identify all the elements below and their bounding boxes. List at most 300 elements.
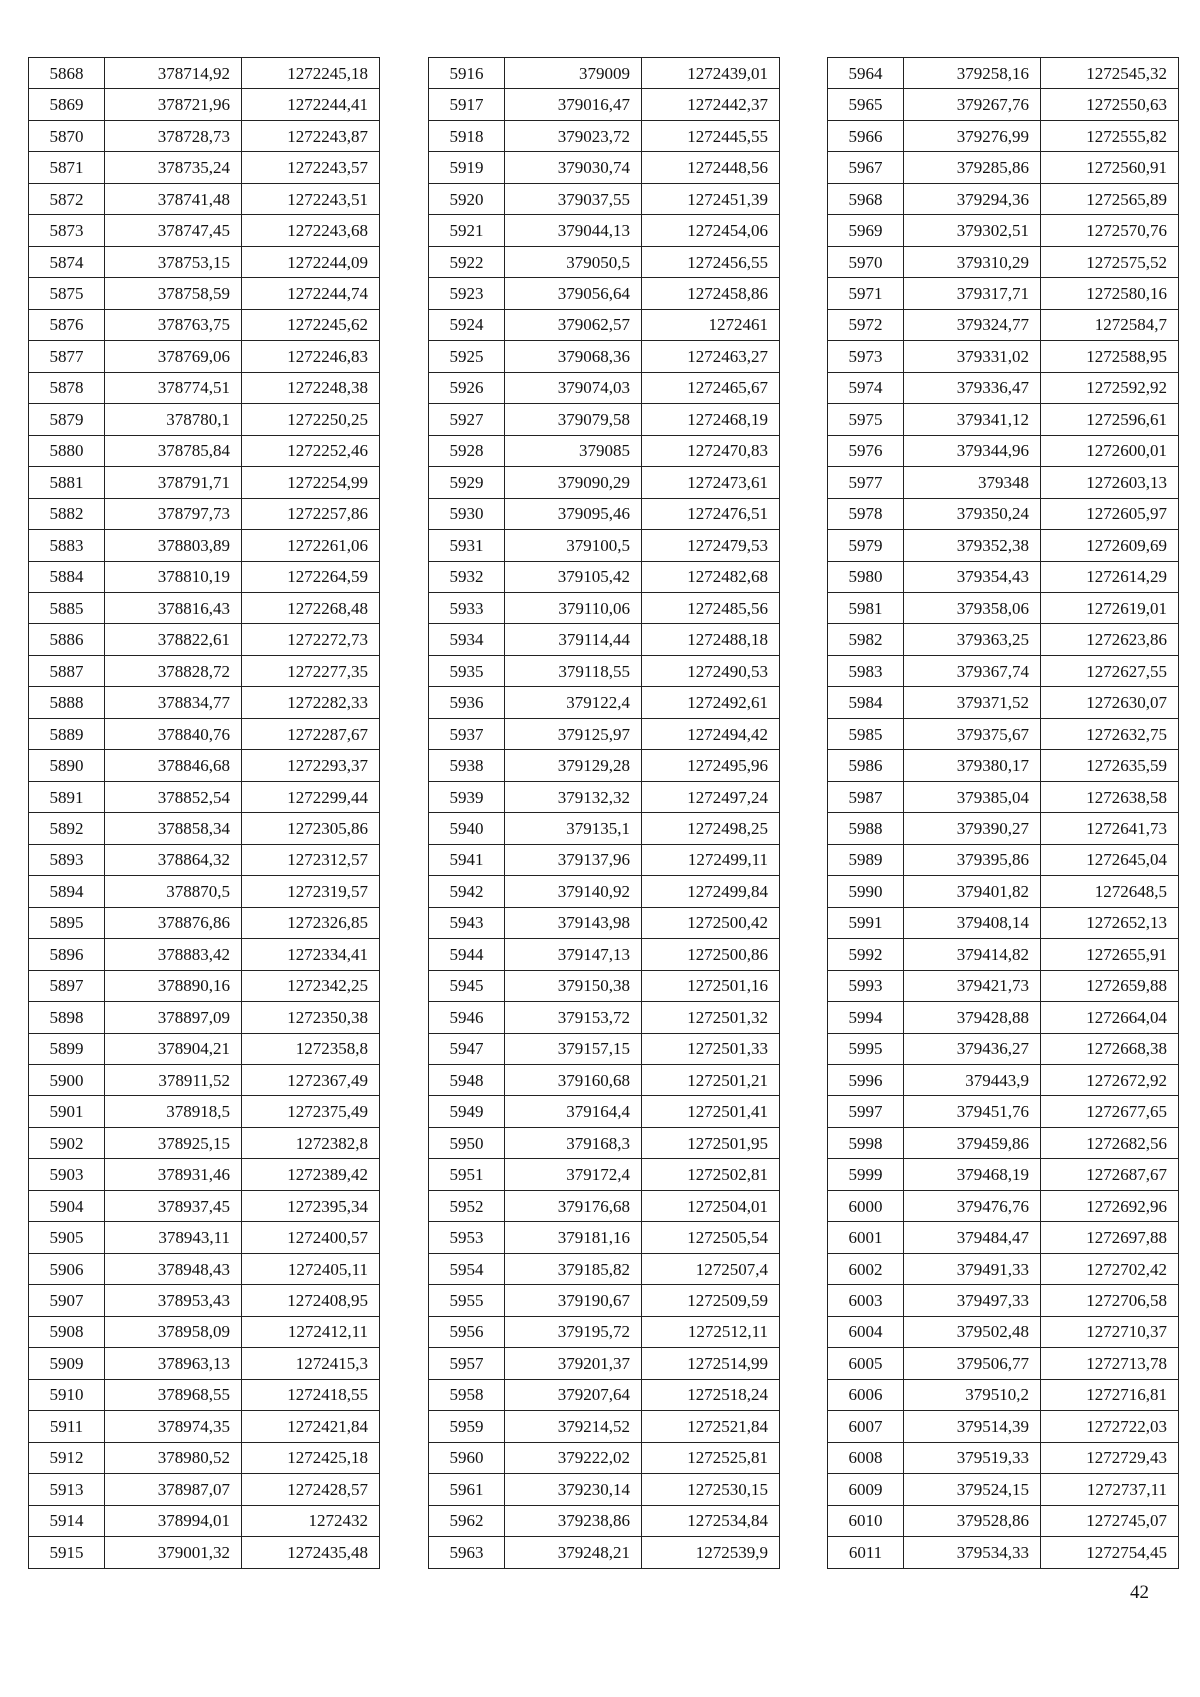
table-row <box>828 498 1179 529</box>
y-coordinate-cell: 1272282,33 <box>242 687 380 718</box>
x-coordinate-cell: 379230,14 <box>505 1474 642 1505</box>
x-coordinate-cell: 379195,72 <box>505 1316 642 1347</box>
y-coordinate-cell: 1272448,56 <box>642 152 780 183</box>
table-row <box>429 876 780 907</box>
x-coordinate-cell: 378774,51 <box>105 372 242 403</box>
x-coordinate-cell: 379190,67 <box>505 1285 642 1316</box>
table-row <box>29 89 380 120</box>
y-coordinate-cell: 1272501,41 <box>642 1096 780 1127</box>
y-coordinate-cell: 1272501,33 <box>642 1033 780 1064</box>
x-coordinate-cell: 379181,16 <box>505 1222 642 1253</box>
y-coordinate-cell: 1272405,11 <box>242 1253 380 1284</box>
point-number-cell: 5997 <box>828 1096 904 1127</box>
point-number-cell: 5908 <box>29 1316 105 1347</box>
y-coordinate-cell: 1272659,88 <box>1041 970 1179 1001</box>
point-number-cell: 5976 <box>828 435 904 466</box>
table-row <box>29 309 380 340</box>
point-number-cell: 6008 <box>828 1442 904 1473</box>
coordinate-table-2 <box>428 57 780 1569</box>
x-coordinate-cell: 378904,21 <box>105 1033 242 1064</box>
x-coordinate-cell: 379153,72 <box>505 1002 642 1033</box>
table-row <box>429 592 780 623</box>
point-number-cell: 5899 <box>29 1033 105 1064</box>
point-number-cell: 5881 <box>29 467 105 498</box>
x-coordinate-cell: 379408,14 <box>904 907 1041 938</box>
table-row <box>29 655 380 686</box>
y-coordinate-cell: 1272627,55 <box>1041 655 1179 686</box>
point-number-cell: 5917 <box>429 89 505 120</box>
point-number-cell: 5892 <box>29 813 105 844</box>
x-coordinate-cell: 379214,52 <box>505 1411 642 1442</box>
table-row <box>429 246 780 277</box>
table-row <box>828 939 1179 970</box>
coordinate-table-1 <box>28 57 380 1569</box>
point-number-cell: 5924 <box>429 309 505 340</box>
x-coordinate-cell: 379524,15 <box>904 1474 1041 1505</box>
x-coordinate-cell: 378852,54 <box>105 781 242 812</box>
table-row <box>29 435 380 466</box>
point-number-cell: 5994 <box>828 1002 904 1033</box>
y-coordinate-cell: 1272570,76 <box>1041 215 1179 246</box>
point-number-cell: 5964 <box>828 58 904 89</box>
y-coordinate-cell: 1272641,73 <box>1041 813 1179 844</box>
table-row <box>429 1285 780 1316</box>
table-row <box>429 687 780 718</box>
x-coordinate-cell: 379129,28 <box>505 750 642 781</box>
point-number-cell: 5944 <box>429 939 505 970</box>
table-row <box>29 58 380 89</box>
table-row <box>429 655 780 686</box>
y-coordinate-cell: 1272713,78 <box>1041 1348 1179 1379</box>
table-row <box>29 1442 380 1473</box>
y-coordinate-cell: 1272421,84 <box>242 1411 380 1442</box>
y-coordinate-cell: 1272580,16 <box>1041 278 1179 309</box>
point-number-cell: 5979 <box>828 530 904 561</box>
y-coordinate-cell: 1272367,49 <box>242 1065 380 1096</box>
x-coordinate-cell: 379350,24 <box>904 498 1041 529</box>
y-coordinate-cell: 1272312,57 <box>242 844 380 875</box>
x-coordinate-cell: 379090,29 <box>505 467 642 498</box>
point-number-cell: 5926 <box>429 372 505 403</box>
y-coordinate-cell: 1272456,55 <box>642 246 780 277</box>
table-row <box>828 624 1179 655</box>
y-coordinate-cell: 1272245,62 <box>242 309 380 340</box>
table-row <box>29 1222 380 1253</box>
table-row <box>828 1190 1179 1221</box>
y-coordinate-cell: 1272243,68 <box>242 215 380 246</box>
table-row <box>828 404 1179 435</box>
y-coordinate-cell: 1272672,92 <box>1041 1065 1179 1096</box>
point-number-cell: 5871 <box>29 152 105 183</box>
point-number-cell: 5969 <box>828 215 904 246</box>
point-number-cell: 5906 <box>29 1253 105 1284</box>
table-row <box>29 1065 380 1096</box>
point-number-cell: 5889 <box>29 718 105 749</box>
y-coordinate-cell: 1272710,37 <box>1041 1316 1179 1347</box>
x-coordinate-cell: 379421,73 <box>904 970 1041 1001</box>
x-coordinate-cell: 379118,55 <box>505 655 642 686</box>
x-coordinate-cell: 379371,52 <box>904 687 1041 718</box>
point-number-cell: 5915 <box>29 1537 105 1568</box>
x-coordinate-cell: 378858,34 <box>105 813 242 844</box>
page-number: 42 <box>1130 1582 1149 1603</box>
y-coordinate-cell: 1272539,9 <box>642 1537 780 1568</box>
table-row <box>429 372 780 403</box>
x-coordinate-cell: 378735,24 <box>105 152 242 183</box>
x-coordinate-cell: 378974,35 <box>105 1411 242 1442</box>
table-row <box>828 120 1179 151</box>
x-coordinate-cell: 379248,21 <box>505 1537 642 1568</box>
x-coordinate-cell: 378753,15 <box>105 246 242 277</box>
table-row <box>429 750 780 781</box>
table-row <box>29 718 380 749</box>
x-coordinate-cell: 378780,1 <box>105 404 242 435</box>
x-coordinate-cell: 378937,45 <box>105 1190 242 1221</box>
y-coordinate-cell: 1272530,15 <box>642 1474 780 1505</box>
y-coordinate-cell: 1272408,95 <box>242 1285 380 1316</box>
x-coordinate-cell: 379294,36 <box>904 183 1041 214</box>
point-number-cell: 5999 <box>828 1159 904 1190</box>
x-coordinate-cell: 379367,74 <box>904 655 1041 686</box>
y-coordinate-cell: 1272518,24 <box>642 1379 780 1410</box>
y-coordinate-cell: 1272722,03 <box>1041 1411 1179 1442</box>
y-coordinate-cell: 1272244,09 <box>242 246 380 277</box>
x-coordinate-cell: 379122,4 <box>505 687 642 718</box>
x-coordinate-cell: 379443,9 <box>904 1065 1041 1096</box>
x-coordinate-cell: 378769,06 <box>105 341 242 372</box>
point-number-cell: 6009 <box>828 1474 904 1505</box>
point-number-cell: 5947 <box>429 1033 505 1064</box>
x-coordinate-cell: 379050,5 <box>505 246 642 277</box>
y-coordinate-cell: 1272534,84 <box>642 1505 780 1536</box>
table-row <box>29 152 380 183</box>
x-coordinate-cell: 379114,44 <box>505 624 642 655</box>
table-row <box>828 435 1179 466</box>
table-row <box>429 309 780 340</box>
point-number-cell: 5877 <box>29 341 105 372</box>
y-coordinate-cell: 1272603,13 <box>1041 467 1179 498</box>
point-number-cell: 5935 <box>429 655 505 686</box>
x-coordinate-cell: 379095,46 <box>505 498 642 529</box>
x-coordinate-cell: 379068,36 <box>505 341 642 372</box>
x-coordinate-cell: 379201,37 <box>505 1348 642 1379</box>
point-number-cell: 5957 <box>429 1348 505 1379</box>
table-row <box>429 1253 780 1284</box>
point-number-cell: 5967 <box>828 152 904 183</box>
x-coordinate-cell: 379285,86 <box>904 152 1041 183</box>
x-coordinate-cell: 378994,01 <box>105 1505 242 1536</box>
y-coordinate-cell: 1272555,82 <box>1041 120 1179 151</box>
x-coordinate-cell: 379358,06 <box>904 592 1041 623</box>
point-number-cell: 5955 <box>429 1285 505 1316</box>
table-row <box>29 1002 380 1033</box>
table-row <box>29 813 380 844</box>
x-coordinate-cell: 379428,88 <box>904 1002 1041 1033</box>
x-coordinate-cell: 378810,19 <box>105 561 242 592</box>
y-coordinate-cell: 1272415,3 <box>242 1348 380 1379</box>
table-row <box>828 1159 1179 1190</box>
point-number-cell: 5887 <box>29 655 105 686</box>
x-coordinate-cell: 378958,09 <box>105 1316 242 1347</box>
y-coordinate-cell: 1272470,83 <box>642 435 780 466</box>
x-coordinate-cell: 378948,43 <box>105 1253 242 1284</box>
table-row <box>29 215 380 246</box>
point-number-cell: 5993 <box>828 970 904 1001</box>
table-row <box>429 1348 780 1379</box>
x-coordinate-cell: 378897,09 <box>105 1002 242 1033</box>
table-row <box>828 1348 1179 1379</box>
x-coordinate-cell: 379395,86 <box>904 844 1041 875</box>
x-coordinate-cell: 379062,57 <box>505 309 642 340</box>
y-coordinate-cell: 1272501,95 <box>642 1127 780 1158</box>
table-row <box>429 907 780 938</box>
point-number-cell: 5990 <box>828 876 904 907</box>
table-row <box>29 687 380 718</box>
point-number-cell: 5974 <box>828 372 904 403</box>
point-number-cell: 5912 <box>29 1442 105 1473</box>
x-coordinate-cell: 379132,32 <box>505 781 642 812</box>
x-coordinate-cell: 378864,32 <box>105 844 242 875</box>
point-number-cell: 5989 <box>828 844 904 875</box>
x-coordinate-cell: 379168,3 <box>505 1127 642 1158</box>
point-number-cell: 5965 <box>828 89 904 120</box>
table-row <box>429 152 780 183</box>
point-number-cell: 5983 <box>828 655 904 686</box>
table-row <box>429 404 780 435</box>
table-row <box>429 1411 780 1442</box>
y-coordinate-cell: 1272605,97 <box>1041 498 1179 529</box>
table-row <box>828 1222 1179 1253</box>
x-coordinate-cell: 379528,86 <box>904 1505 1041 1536</box>
table-row <box>828 215 1179 246</box>
table-row <box>429 1002 780 1033</box>
point-number-cell: 5922 <box>429 246 505 277</box>
point-number-cell: 5982 <box>828 624 904 655</box>
point-number-cell: 6000 <box>828 1190 904 1221</box>
table-row <box>828 1505 1179 1536</box>
point-number-cell: 5953 <box>429 1222 505 1253</box>
y-coordinate-cell: 1272501,32 <box>642 1002 780 1033</box>
x-coordinate-cell: 378890,16 <box>105 970 242 1001</box>
point-number-cell: 5987 <box>828 781 904 812</box>
table-row <box>429 1316 780 1347</box>
table-row <box>429 844 780 875</box>
table-row <box>828 372 1179 403</box>
point-number-cell: 5998 <box>828 1127 904 1158</box>
y-coordinate-cell: 1272488,18 <box>642 624 780 655</box>
x-coordinate-cell: 379484,47 <box>904 1222 1041 1253</box>
table-row <box>828 844 1179 875</box>
y-coordinate-cell: 1272246,83 <box>242 341 380 372</box>
x-coordinate-cell: 379519,33 <box>904 1442 1041 1473</box>
table-row <box>828 58 1179 89</box>
x-coordinate-cell: 379056,64 <box>505 278 642 309</box>
y-coordinate-cell: 1272645,04 <box>1041 844 1179 875</box>
table-row <box>828 781 1179 812</box>
y-coordinate-cell: 1272252,46 <box>242 435 380 466</box>
point-number-cell: 5898 <box>29 1002 105 1033</box>
y-coordinate-cell: 1272442,37 <box>642 89 780 120</box>
table-row <box>29 844 380 875</box>
table-row <box>828 561 1179 592</box>
point-number-cell: 5952 <box>429 1190 505 1221</box>
point-number-cell: 5981 <box>828 592 904 623</box>
table-row <box>429 970 780 1001</box>
x-coordinate-cell: 378816,43 <box>105 592 242 623</box>
y-coordinate-cell: 1272652,13 <box>1041 907 1179 938</box>
x-coordinate-cell: 379514,39 <box>904 1411 1041 1442</box>
x-coordinate-cell: 379222,02 <box>505 1442 642 1473</box>
x-coordinate-cell: 379497,33 <box>904 1285 1041 1316</box>
table-row <box>828 687 1179 718</box>
table-row <box>828 341 1179 372</box>
table-row <box>429 1505 780 1536</box>
x-coordinate-cell: 379150,38 <box>505 970 642 1001</box>
x-coordinate-cell: 378828,72 <box>105 655 242 686</box>
table-row <box>429 1537 780 1568</box>
point-number-cell: 6010 <box>828 1505 904 1536</box>
table-row <box>828 183 1179 214</box>
point-number-cell: 6001 <box>828 1222 904 1253</box>
x-coordinate-cell: 379110,06 <box>505 592 642 623</box>
table-row <box>429 215 780 246</box>
table-row <box>429 58 780 89</box>
x-coordinate-cell: 379534,33 <box>904 1537 1041 1568</box>
table-row <box>429 781 780 812</box>
table-row <box>29 1474 380 1505</box>
point-number-cell: 5938 <box>429 750 505 781</box>
point-number-cell: 5970 <box>828 246 904 277</box>
y-coordinate-cell: 1272490,53 <box>642 655 780 686</box>
y-coordinate-cell: 1272588,95 <box>1041 341 1179 372</box>
table-row <box>429 341 780 372</box>
x-coordinate-cell: 379100,5 <box>505 530 642 561</box>
y-coordinate-cell: 1272245,18 <box>242 58 380 89</box>
y-coordinate-cell: 1272250,25 <box>242 404 380 435</box>
point-number-cell: 5905 <box>29 1222 105 1253</box>
coordinate-table-1-body <box>29 58 380 1569</box>
x-coordinate-cell: 379414,82 <box>904 939 1041 970</box>
point-number-cell: 6007 <box>828 1411 904 1442</box>
table-row <box>29 1537 380 1568</box>
point-number-cell: 5893 <box>29 844 105 875</box>
y-coordinate-cell: 1272499,11 <box>642 844 780 875</box>
x-coordinate-cell: 379451,76 <box>904 1096 1041 1127</box>
y-coordinate-cell: 1272550,63 <box>1041 89 1179 120</box>
point-number-cell: 5875 <box>29 278 105 309</box>
table-row <box>29 1127 380 1158</box>
x-coordinate-cell: 378943,11 <box>105 1222 242 1253</box>
table-row <box>429 278 780 309</box>
point-number-cell: 6006 <box>828 1379 904 1410</box>
x-coordinate-cell: 379468,19 <box>904 1159 1041 1190</box>
table-row <box>29 404 380 435</box>
table-row <box>828 813 1179 844</box>
point-number-cell: 5949 <box>429 1096 505 1127</box>
y-coordinate-cell: 1272485,56 <box>642 592 780 623</box>
table-row <box>29 781 380 812</box>
point-number-cell: 6011 <box>828 1537 904 1568</box>
point-number-cell: 5923 <box>429 278 505 309</box>
x-coordinate-cell: 379502,48 <box>904 1316 1041 1347</box>
table-row <box>429 467 780 498</box>
y-coordinate-cell: 1272630,07 <box>1041 687 1179 718</box>
point-number-cell: 5868 <box>29 58 105 89</box>
table-row <box>429 530 780 561</box>
table-row <box>29 1316 380 1347</box>
x-coordinate-cell: 379390,27 <box>904 813 1041 844</box>
y-coordinate-cell: 1272560,91 <box>1041 152 1179 183</box>
y-coordinate-cell: 1272504,01 <box>642 1190 780 1221</box>
point-number-cell: 5918 <box>429 120 505 151</box>
point-number-cell: 5895 <box>29 907 105 938</box>
table-row <box>429 120 780 151</box>
x-coordinate-cell: 378840,76 <box>105 718 242 749</box>
table-row <box>429 1222 780 1253</box>
point-number-cell: 5977 <box>828 467 904 498</box>
table-row <box>429 561 780 592</box>
x-coordinate-cell: 378791,71 <box>105 467 242 498</box>
y-coordinate-cell: 1272425,18 <box>242 1442 380 1473</box>
y-coordinate-cell: 1272505,54 <box>642 1222 780 1253</box>
point-number-cell: 5971 <box>828 278 904 309</box>
table-row <box>429 1442 780 1473</box>
table-row <box>429 813 780 844</box>
table-row <box>29 246 380 277</box>
x-coordinate-cell: 378728,73 <box>105 120 242 151</box>
point-number-cell: 5932 <box>429 561 505 592</box>
point-number-cell: 5896 <box>29 939 105 970</box>
x-coordinate-cell: 378747,45 <box>105 215 242 246</box>
x-coordinate-cell: 379348 <box>904 467 1041 498</box>
point-number-cell: 5885 <box>29 592 105 623</box>
point-number-cell: 5869 <box>29 89 105 120</box>
point-number-cell: 5888 <box>29 687 105 718</box>
x-coordinate-cell: 379147,13 <box>505 939 642 970</box>
x-coordinate-cell: 378797,73 <box>105 498 242 529</box>
y-coordinate-cell: 1272682,56 <box>1041 1127 1179 1158</box>
x-coordinate-cell: 379491,33 <box>904 1253 1041 1284</box>
x-coordinate-cell: 379331,02 <box>904 341 1041 372</box>
x-coordinate-cell: 379105,42 <box>505 561 642 592</box>
table-row <box>29 1348 380 1379</box>
x-coordinate-cell: 379506,77 <box>904 1348 1041 1379</box>
point-number-cell: 5883 <box>29 530 105 561</box>
y-coordinate-cell: 1272428,57 <box>242 1474 380 1505</box>
y-coordinate-cell: 1272596,61 <box>1041 404 1179 435</box>
y-coordinate-cell: 1272435,48 <box>242 1537 380 1568</box>
y-coordinate-cell: 1272305,86 <box>242 813 380 844</box>
x-coordinate-cell: 379030,74 <box>505 152 642 183</box>
point-number-cell: 5996 <box>828 1065 904 1096</box>
x-coordinate-cell: 379317,71 <box>904 278 1041 309</box>
y-coordinate-cell: 1272463,27 <box>642 341 780 372</box>
point-number-cell: 5873 <box>29 215 105 246</box>
x-coordinate-cell: 379137,96 <box>505 844 642 875</box>
y-coordinate-cell: 1272244,41 <box>242 89 380 120</box>
y-coordinate-cell: 1272619,01 <box>1041 592 1179 623</box>
point-number-cell: 5959 <box>429 1411 505 1442</box>
point-number-cell: 5925 <box>429 341 505 372</box>
x-coordinate-cell: 378918,5 <box>105 1096 242 1127</box>
point-number-cell: 5951 <box>429 1159 505 1190</box>
y-coordinate-cell: 1272494,42 <box>642 718 780 749</box>
point-number-cell: 5909 <box>29 1348 105 1379</box>
table-row <box>828 970 1179 1001</box>
x-coordinate-cell: 379436,27 <box>904 1033 1041 1064</box>
point-number-cell: 5904 <box>29 1190 105 1221</box>
y-coordinate-cell: 1272412,11 <box>242 1316 380 1347</box>
